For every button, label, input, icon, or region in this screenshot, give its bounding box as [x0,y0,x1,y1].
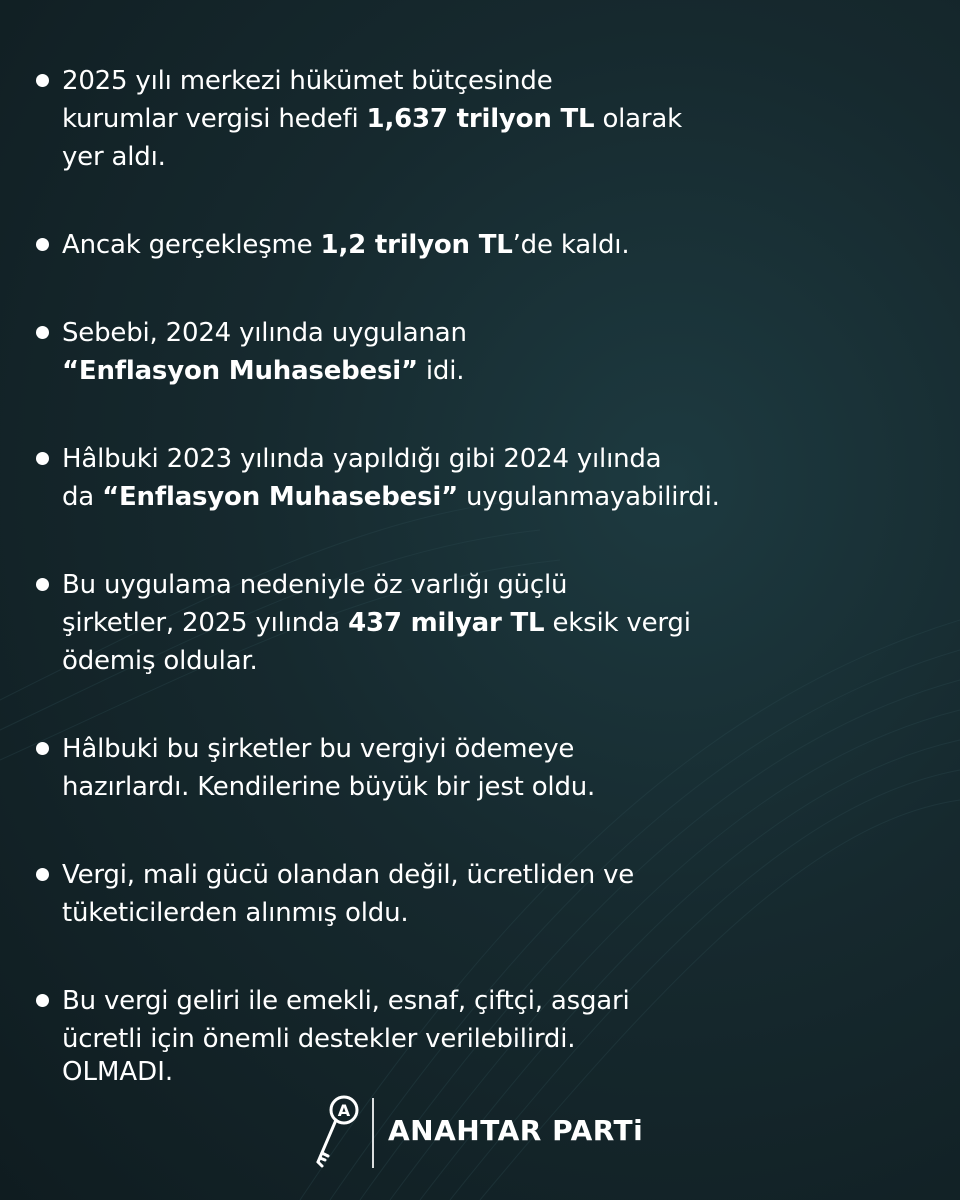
bullet-text: Bu uygulama nedeniyle öz varlığı güçlü [62,570,568,600]
list-item [36,566,916,680]
bullet-text: 2025 yılı merkezi hükümet bütçesinde [62,66,553,96]
bullet-text: Vergi, mali gücü olandan değil, ücretliden ve [62,860,635,890]
closing-statement: OLMADI. [62,1057,174,1087]
bullet-dot-icon [36,238,49,251]
bullet-text: uygulanmayabilirdi. [457,482,720,512]
bullet-text: eksik vergi [544,608,691,638]
bullet-text: idi. [417,356,465,386]
bullet-text: Hâlbuki 2023 yılında yapıldığı gibi 2024 yılında [62,444,662,474]
bullet-text: şirketler, 2025 yılında [62,608,349,638]
bullet-highlight: 1,2 trilyon TL [320,230,513,260]
logo-letter: A [337,1101,351,1120]
list-item [36,62,916,176]
list-item [36,730,916,806]
bullet-highlight: 437 milyar TL [348,608,545,638]
bullet-text: tüketicilerden alınmış oldu. [62,898,409,928]
brand-footer [308,1092,668,1172]
bullet-text: Sebebi, 2024 yılında uygulanan [62,318,467,348]
list-item [36,440,916,516]
list-item [36,226,916,264]
list-item [36,982,916,1058]
brand-divider [372,1098,374,1168]
bullet-highlight: 1,637 trilyon TL [366,104,595,134]
bullet-dot-icon [36,74,49,87]
bullet-text: Ancak gerçekleşme [62,230,321,260]
key-logo-icon [308,1092,364,1172]
list-item [36,856,916,932]
bullet-list [36,62,916,1108]
bullet-dot-icon [36,326,49,339]
bullet-highlight: “Enflasyon Muhasebesi” [102,482,458,512]
bullet-dot-icon [36,742,49,755]
bullet-dot-icon [36,994,49,1007]
bullet-text: Hâlbuki bu şirketler bu vergiyi ödemeye [62,734,575,764]
list-item [36,314,916,390]
bullet-dot-icon [36,452,49,465]
bullet-highlight: “Enflasyon Muhasebesi” [62,356,418,386]
bullet-text: ödemiş oldular. [62,646,258,676]
bullet-text: kurumlar vergisi hedefi [62,104,367,134]
brand-name: ANAHTAR PARTi [388,1114,644,1147]
bullet-text: ’de kaldı. [512,230,630,260]
bullet-dot-icon [36,868,49,881]
bullet-text: yer aldı. [62,142,166,172]
bullet-text: Bu vergi geliri ile emekli, esnaf, çiftçi, asgari [62,986,630,1016]
bullet-text: hazırlardı. Kendilerine büyük bir jest oldu. [62,772,596,802]
bullet-text: da [62,482,103,512]
bullet-text: olarak [594,104,682,134]
bullet-dot-icon [36,578,49,591]
bullet-text: ücretli için önemli destekler verilebilirdi. [62,1024,576,1054]
